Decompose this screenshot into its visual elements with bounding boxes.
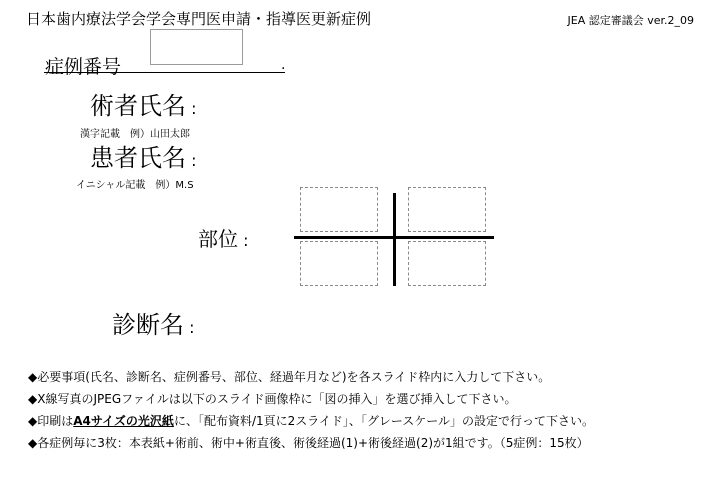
region-box-upper-right[interactable] xyxy=(300,187,378,232)
instruction-text-3-emphasis: A4サイズの光沢紙 xyxy=(73,414,174,428)
header-title: 日本歯内療法学会学会専門医申請・指導医更新症例 xyxy=(26,10,372,28)
bullet-icon: ◆ xyxy=(28,370,38,384)
bullet-icon: ◆ xyxy=(28,392,38,406)
instruction-text-2: X線写真のJPEGファイルは以下のスライド画像枠に「図の挿入」を選び挿入して下さい。 xyxy=(37,392,517,406)
case-number-underline xyxy=(44,72,285,73)
version-label: JEA 認定審議会 ver.2_09 xyxy=(567,14,694,27)
instruction-text-3-pre: 印刷は xyxy=(37,414,74,428)
tooth-chart-vertical-line xyxy=(393,193,396,286)
patient-name-row xyxy=(90,138,196,173)
instruction-text-4: 各症例毎に3枚：本表紙+術前、術中+術直後、術後経過(1)+術後経過(2)が1組です。（5症例：15枚） xyxy=(37,436,589,450)
instruction-text-3-post: に、「配布資料/1頁に2スライド」、「グレースケール」の設定で行って下さい。 xyxy=(173,414,595,428)
tooth-chart-horizontal-line xyxy=(294,236,494,239)
instruction-line-2 xyxy=(28,390,517,407)
region-label: 部位 xyxy=(198,227,238,251)
region-box-upper-left[interactable] xyxy=(408,187,486,232)
case-number-box[interactable] xyxy=(150,29,243,65)
operator-name-colon: : xyxy=(191,99,197,118)
bullet-icon: ◆ xyxy=(28,414,38,428)
diagnosis-row xyxy=(112,305,194,340)
case-number-dot: . xyxy=(281,57,286,73)
case-number-label: 症例番号 xyxy=(45,56,122,78)
region-box-lower-left[interactable] xyxy=(408,241,486,286)
instruction-text-1: 必要事項(氏名、診断名、症例番号、部位、経過年月など)を各スライド枠内に入力して下さい。 xyxy=(37,370,551,384)
instruction-line-3 xyxy=(28,412,594,429)
bullet-icon: ◆ xyxy=(28,436,38,450)
patient-name-colon: : xyxy=(191,151,197,170)
diagnosis-colon: : xyxy=(189,318,195,337)
patient-name-label: 患者氏名 xyxy=(90,144,186,172)
instruction-line-1 xyxy=(28,368,550,385)
operator-name-row xyxy=(90,86,196,121)
region-row xyxy=(198,223,248,252)
region-colon: : xyxy=(243,231,249,250)
patient-name-hint: イニシャル記載 例）M.S xyxy=(76,180,194,191)
diagnosis-label: 診断名 xyxy=(112,311,184,339)
instruction-line-4 xyxy=(28,434,589,451)
operator-name-hint: 漢字記載 例）山田太郎 xyxy=(80,129,190,140)
region-box-lower-right[interactable] xyxy=(300,241,378,286)
operator-name-label: 術者氏名 xyxy=(90,92,186,120)
